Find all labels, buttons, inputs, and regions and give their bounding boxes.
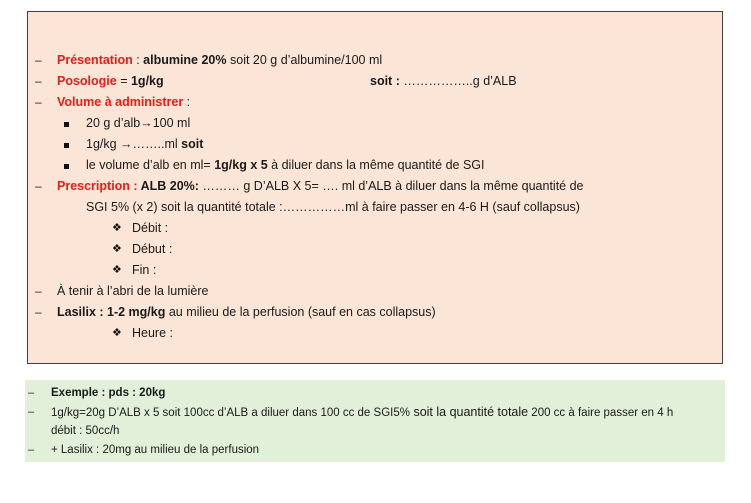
volume-line: Volume à administrer :	[57, 95, 191, 109]
dash-marker: –	[28, 444, 35, 456]
heure-line: Heure :	[132, 326, 173, 340]
debut-line: Début :	[132, 242, 173, 256]
bullet-line: 20 g d’alb→100 ml	[86, 116, 191, 130]
prescription-continuation: SGI 5% (x 2) soit la quantité totale :……………ml à faire passer en 4-6 H (sauf collapsus)	[86, 200, 580, 214]
debit-line: Débit :	[132, 221, 169, 235]
exemple-line: Exemple : pds : 20kg	[51, 387, 166, 399]
diamond-icon: ❖	[112, 264, 122, 276]
dash-marker: –	[35, 53, 42, 67]
presentation-line: Présentation : albumine 20% soit 20 g d’albumine/100 ml	[57, 53, 383, 67]
diamond-icon: ❖	[112, 327, 122, 339]
lasilix-line: Lasilix : 1-2 mg/kg au milieu de la perfusion (sauf en cas collapsus)	[57, 305, 436, 319]
posologie-soit: soit : ……………..g d’ALB	[370, 74, 517, 88]
prescription-line: Prescription : ALB 20%: ……… g D’ALB X 5= …. ml d’ALB à diluer dans la même quantité de	[57, 179, 584, 193]
dash-marker: –	[35, 284, 42, 298]
bullet-line: le volume d’alb en ml= 1g/kg x 5 à diluer dans la même quantité de SGI	[86, 158, 485, 172]
dash-marker: –	[35, 74, 42, 88]
abri-line: À tenir à l’abri de la lumière	[57, 284, 209, 298]
diamond-icon: ❖	[112, 243, 122, 255]
bullet-line: 1g/kg →……..ml soit	[86, 137, 204, 151]
volume-label: Volume à administrer	[57, 95, 184, 109]
presentation-label: Présentation	[57, 53, 133, 67]
debit-example-line: débit : 50cc/h	[51, 425, 120, 437]
dash-marker: –	[28, 406, 35, 418]
fin-line: Fin :	[132, 263, 157, 277]
diamond-icon: ❖	[112, 222, 122, 234]
bullet-square	[64, 143, 69, 148]
dash-marker: –	[35, 95, 42, 109]
dash-marker: –	[35, 179, 42, 193]
posologie-line: Posologie = 1g/kg	[57, 74, 164, 88]
dash-marker: –	[28, 387, 35, 399]
bullet-square	[64, 164, 69, 169]
calc-line: 1g/kg=20g D’ALB x 5 soit 100cc d’ALB a diluer dans 100 cc de SGI5% soit la quantité totale 200 cc à faire passer en 4 h	[51, 405, 674, 419]
lasilix-example-line: + Lasilix : 20mg au milieu de la perfusion	[51, 444, 260, 456]
posologie-label: Posologie	[57, 74, 117, 88]
bullet-square	[64, 122, 69, 127]
prescription-label: Prescription :	[57, 179, 141, 193]
dash-marker: –	[35, 305, 42, 319]
